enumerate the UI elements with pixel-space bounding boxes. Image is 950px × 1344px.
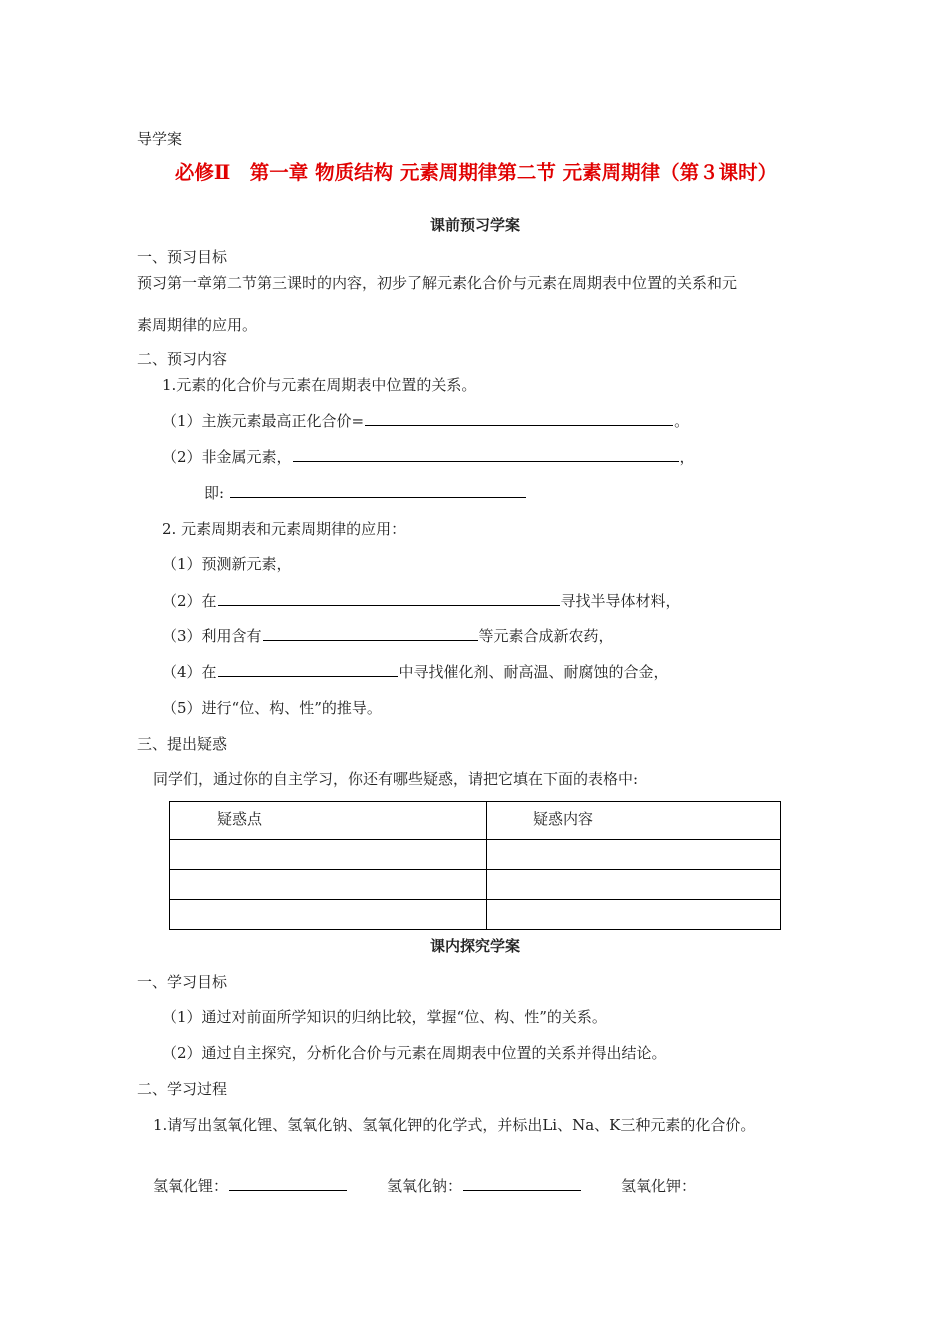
inclass-goal-heading: 一、学习目标 — [137, 973, 228, 991]
table-cell[interactable] — [170, 870, 487, 900]
section-heading-inclass: 课内探究学案 — [429, 937, 520, 955]
table-cell[interactable] — [170, 900, 487, 930]
doubt-text: 同学们，通过你的自主学习，你还有哪些疑惑，请把它填在下面的表格中: — [153, 770, 639, 788]
table-row — [170, 900, 781, 930]
section-heading-preview: 课前预习学案 — [429, 216, 520, 234]
fill-blank[interactable] — [230, 482, 526, 498]
lioh-line — [153, 1175, 348, 1196]
table-cell[interactable] — [487, 840, 781, 870]
fill-blank[interactable] — [218, 661, 398, 677]
doubt-table — [169, 801, 781, 930]
item-1-2-suffix: ， — [679, 448, 695, 466]
inclass-goal-2: （2）通过自主探究，分析化合价与元素在周期表中位置的关系并得出结论。 — [162, 1044, 667, 1062]
header-doubt-point: 疑惑点 — [217, 810, 263, 828]
table-cell[interactable] — [487, 900, 781, 930]
preview-item-2-5: （5）进行“位、构、性”的推导。 — [162, 699, 382, 717]
item-1-1-suffix: 。 — [674, 412, 690, 430]
inclass-goal-1: （1）通过对前面所学知识的归纳比较，掌握“位、构、性”的关系。 — [162, 1008, 607, 1026]
preview-item-2-2 — [162, 590, 681, 611]
item-2-2-prefix: （2）在 — [162, 592, 217, 610]
table-header-cell — [170, 802, 487, 840]
item-2-4-suffix: 中寻找催化剂、耐高温、耐腐蚀的合金， — [398, 663, 669, 681]
header-doubt-content: 疑惑内容 — [533, 810, 594, 828]
document-title: 必修Ⅱ 第一章 物质结构 元素周期律第二节 元素周期律（第３课时） — [174, 161, 778, 184]
naoh-line — [387, 1175, 582, 1196]
koh-line — [621, 1175, 696, 1196]
fill-blank[interactable] — [293, 446, 679, 462]
preview-item-2-3 — [162, 625, 614, 646]
item-1-2-prefix: （2）非金属元素， — [162, 448, 292, 466]
fill-blank[interactable] — [229, 1175, 347, 1191]
naoh-label: 氢氧化钠： — [387, 1177, 463, 1195]
table-row — [170, 870, 781, 900]
table-row — [170, 840, 781, 870]
header-label: 导学案 — [137, 130, 183, 148]
item-1-3-prefix: 即: — [204, 484, 225, 502]
preview-content-heading: 二、预习内容 — [137, 350, 228, 368]
item-1-1-prefix: （1）主族元素最高正化合价= — [162, 412, 365, 430]
preview-item-1-2 — [162, 446, 695, 467]
preview-item-2-1: （1）预测新元素， — [162, 555, 292, 573]
preview-goal-line-1: 预习第一章第二节第三课时的内容，初步了解元素化合价与元素在周期表中位置的关系和元 — [137, 274, 738, 292]
table-cell[interactable] — [170, 840, 487, 870]
fill-blank[interactable] — [365, 410, 673, 426]
preview-item-1-3 — [204, 482, 527, 503]
item-2-3-prefix: （3）利用含有 — [162, 627, 262, 645]
preview-item-1: 1.元素的化合价与元素在周期表中位置的关系。 — [162, 376, 477, 394]
preview-item-2-4 — [162, 661, 669, 682]
table-header-cell — [487, 802, 781, 840]
item-2-4-prefix: （4）在 — [162, 663, 217, 681]
doubt-heading: 三、提出疑惑 — [137, 735, 228, 753]
process-item-1: 1.请写出氢氧化锂、氢氧化钠、氢氧化钾的化学式，并标出Li、Na、K三种元素的化合价。 — [153, 1116, 756, 1134]
preview-item-2: 2. 元素周期表和元素周期律的应用： — [162, 520, 407, 538]
table-header-row — [170, 802, 781, 840]
preview-goal-line-2: 素周期律的应用。 — [137, 316, 258, 334]
process-heading: 二、学习过程 — [137, 1080, 228, 1098]
preview-item-1-1 — [162, 410, 689, 431]
koh-label: 氢氧化钾： — [621, 1177, 697, 1195]
table-cell[interactable] — [487, 870, 781, 900]
lioh-label: 氢氧化锂： — [153, 1177, 229, 1195]
fill-blank[interactable] — [463, 1175, 581, 1191]
fill-blank[interactable] — [263, 625, 478, 641]
fill-blank[interactable] — [218, 590, 560, 606]
preview-goal-heading: 一、预习目标 — [137, 248, 228, 266]
item-2-3-suffix: 等元素合成新农药， — [478, 627, 614, 645]
item-2-2-suffix: 寻找半导体材料， — [560, 592, 681, 610]
